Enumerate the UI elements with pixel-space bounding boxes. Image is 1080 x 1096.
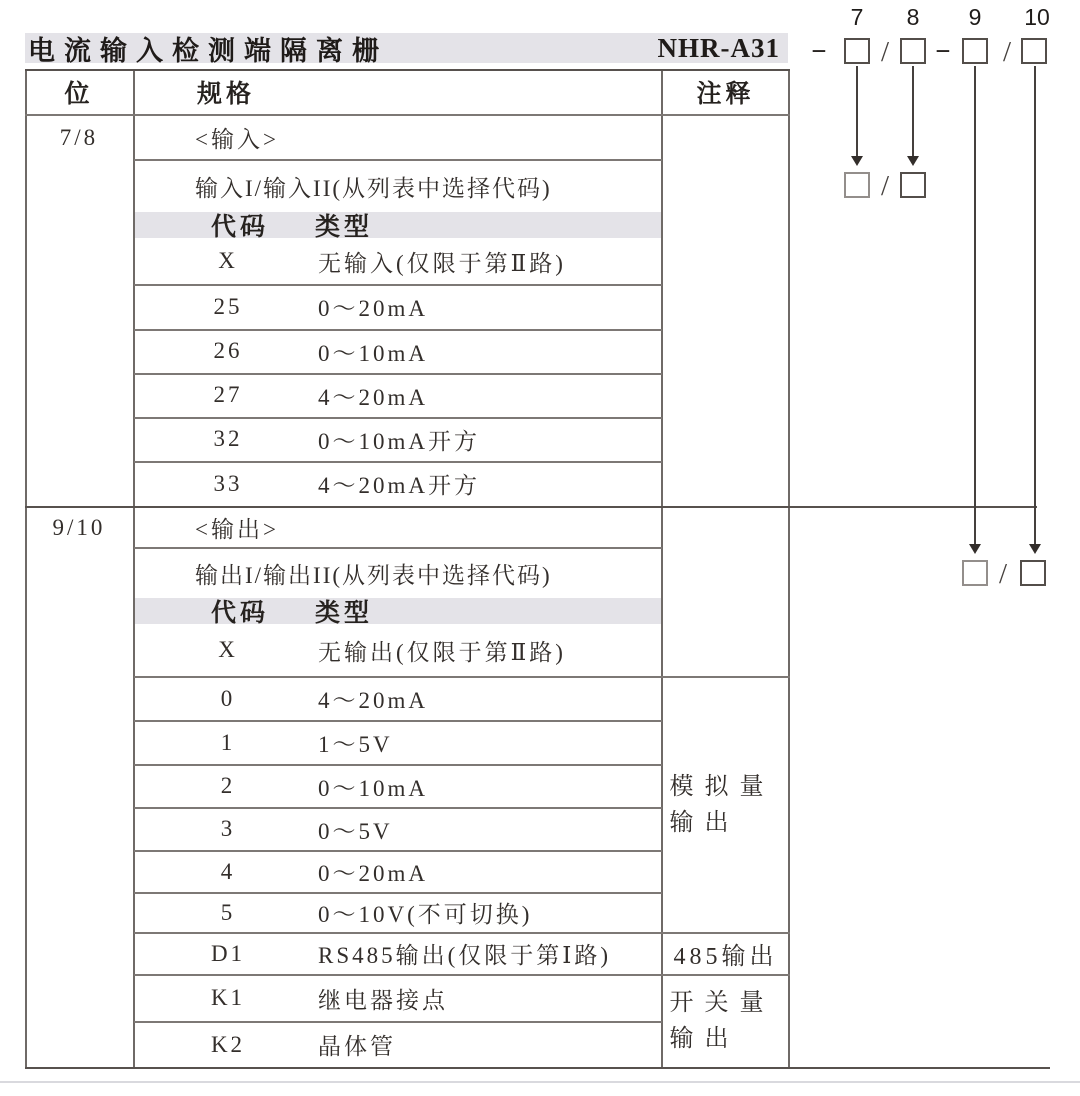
code-cell: 3 <box>220 816 236 841</box>
arrow-head-8 <box>907 156 919 166</box>
type-header-label: 类型 <box>315 214 374 241</box>
digit-label-10: 10 <box>1024 4 1050 30</box>
dash-separator: − <box>811 35 827 66</box>
code-header-label: 代码 <box>211 214 270 241</box>
type-cell: 0～5V <box>318 818 393 844</box>
input-group-label: <输入> <box>195 127 279 152</box>
type-cell: 0～20mA <box>318 296 428 321</box>
section-position-9-10: 9/10 <box>52 514 106 540</box>
arrow-line-7 <box>856 66 858 158</box>
input-select-box-1 <box>844 172 870 198</box>
note-485-output-cell <box>661 933 790 974</box>
note-switch-output-cell <box>661 975 790 1067</box>
column-header-spec: 规格 <box>197 81 256 108</box>
arrow-head-9 <box>969 544 981 554</box>
code-cell: 27 <box>213 382 243 407</box>
code-header-label: 代码 <box>211 600 270 627</box>
note-analog-output: 模拟量输出 <box>669 773 775 836</box>
type-cell: 4～20mA开方 <box>318 473 480 498</box>
digit-label-8: 8 <box>906 4 920 30</box>
note-analog-output-cell <box>661 677 790 932</box>
slash-separator: / <box>1002 35 1012 68</box>
grid-line-v <box>25 69 27 1069</box>
code-box-7 <box>844 38 870 64</box>
code-cell: 33 <box>213 470 243 496</box>
note-switch-output: 开关量输出 <box>669 990 775 1052</box>
slash-separator: / <box>880 35 890 68</box>
code-cell: 4 <box>220 858 236 884</box>
code-cell: 1 <box>220 729 236 755</box>
arrow-line-10 <box>1034 66 1036 545</box>
code-box-10 <box>1021 38 1047 64</box>
code-box-8 <box>900 38 926 64</box>
input-group-desc: 输入I/输入II(从列表中选择代码) <box>195 175 552 201</box>
code-cell: 32 <box>213 426 243 451</box>
page-divider-rule <box>0 1081 1080 1083</box>
type-cell: 0～10mA <box>318 775 428 801</box>
output-select-box-2 <box>1020 560 1046 586</box>
type-cell: 0～20mA <box>318 861 428 886</box>
type-cell: 无输出(仅限于第Ⅱ路) <box>318 639 566 665</box>
code-cell: 5 <box>220 899 236 925</box>
note-485-output: 485输出 <box>673 944 778 970</box>
arrow-line-8 <box>912 66 914 158</box>
digit-label-9: 9 <box>968 4 982 30</box>
code-cell: K1 <box>210 985 246 1010</box>
code-cell: X <box>218 248 238 273</box>
type-cell: 0～10mA <box>318 340 428 366</box>
type-cell: 4～20mA <box>318 688 428 713</box>
output-group-label: <输出> <box>195 517 279 542</box>
type-cell: 4～20mA <box>318 384 428 410</box>
digit-label-7: 7 <box>850 4 864 30</box>
dash-separator: − <box>935 35 951 66</box>
output-group-desc: 输出I/输出II(从列表中选择代码) <box>195 562 552 588</box>
arrow-line-9 <box>974 66 976 545</box>
code-cell: D1 <box>210 940 246 966</box>
code-cell: X <box>218 637 238 662</box>
table-bottom-rule <box>25 1067 1050 1069</box>
slash-separator: / <box>880 169 890 202</box>
section-position-7-8: 7/8 <box>59 124 99 150</box>
code-box-9 <box>962 38 988 64</box>
type-cell: 1～5V <box>318 732 393 757</box>
code-cell: K2 <box>210 1031 246 1057</box>
column-header-position: 位 <box>64 81 94 108</box>
page-title: 电流输入检测端隔离栅 <box>28 35 388 66</box>
type-cell: RS485输出(仅限于第Ⅰ路) <box>318 943 612 968</box>
type-header-label: 类型 <box>315 600 374 627</box>
code-cell: 25 <box>213 293 243 319</box>
type-cell: 无输入(仅限于第Ⅱ路) <box>318 250 566 276</box>
type-cell: 0～10mA开方 <box>318 428 480 454</box>
code-cell: 2 <box>220 773 236 798</box>
model-number: NHR-A31 <box>657 32 780 63</box>
slash-separator: / <box>998 557 1008 590</box>
code-cell: 26 <box>213 338 243 363</box>
type-cell: 继电器接点 <box>318 987 448 1013</box>
arrow-head-10 <box>1029 544 1041 554</box>
output-select-box-1 <box>962 560 988 586</box>
arrow-head-7 <box>851 156 863 166</box>
type-cell: 0～10V(不可切换) <box>318 902 533 927</box>
column-header-note: 注释 <box>696 81 755 108</box>
input-select-box-2 <box>900 172 926 198</box>
type-cell: 晶体管 <box>318 1034 396 1059</box>
code-cell: 0 <box>220 685 236 711</box>
